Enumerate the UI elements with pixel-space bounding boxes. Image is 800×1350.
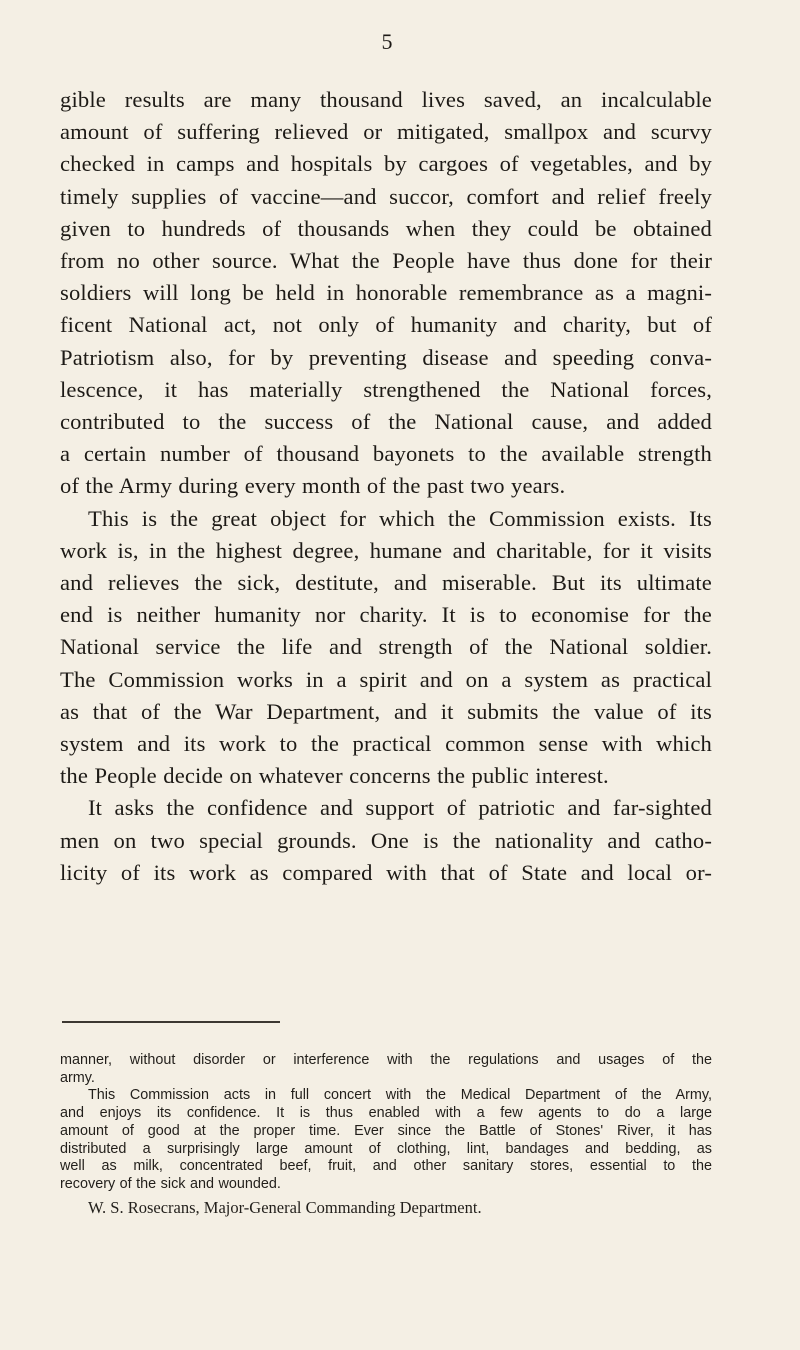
footnote-line: This Commission acts in full concert with the Medical Department of the Army, [88, 1087, 712, 1104]
footnote-divider [62, 1021, 280, 1023]
body-line: contributed to the success of the National cause, and added [60, 409, 712, 435]
main-text-block [60, 84, 712, 889]
footnote-line: well as milk, concentrated beef, fruit, and other sanitary stores, essential to the [60, 1158, 712, 1175]
body-line: end is neither humanity nor charity. It is to economise for the [60, 602, 712, 628]
body-line: National service the life and strength of the National soldier. [60, 634, 712, 660]
body-line: system and its work to the practical common sense with which [60, 731, 712, 757]
body-line: This is the great object for which the Commission exists. Its [88, 505, 712, 531]
body-line: It asks the confidence and support of patriotic and far-sighted [88, 795, 712, 821]
body-line: timely supplies of vaccine—and succor, comfort and relief freely [60, 183, 712, 209]
body-line: work is, in the highest degree, humane and charitable, for it visits [60, 537, 712, 563]
body-line: given to hundreds of thousands when they could be obtained [60, 215, 712, 241]
body-line: The Commission works in a spirit and on a system as practical [60, 666, 712, 692]
body-line: soldiers will long be held in honorable remembrance as a magni- [60, 280, 712, 306]
body-line: from no other source. What the People have thus done for their [60, 248, 712, 274]
body-line: and relieves the sick, destitute, and miserable. But its ultimate [60, 570, 712, 596]
signature-line: W. S. Rosecrans, Major-General Commanding Department. [88, 1197, 482, 1217]
footnote-line: distributed a surprisingly large amount of clothing, lint, bandages and bedding, as [60, 1140, 712, 1157]
body-line: of the Army during every month of the past two years. [60, 473, 566, 499]
body-line: as that of the War Department, and it submits the value of its [60, 698, 712, 724]
body-line: the People decide on whatever concerns the public interest. [60, 763, 609, 789]
footnote-line: and enjoys its confidence. It is thus enabled with a few agents to do a large [60, 1105, 712, 1122]
footnote-line: army. [60, 1069, 95, 1086]
body-line: men on two special grounds. One is the nationality and catho- [60, 827, 712, 853]
body-line: gible results are many thousand lives saved, an incalculable [60, 87, 712, 112]
body-line: Patriotism also, for by preventing disease and speeding conva- [60, 344, 712, 370]
footnote-line: recovery of the sick and wounded. [60, 1175, 281, 1192]
body-line: a certain number of thousand bayonets to the available strength [60, 441, 712, 467]
body-line: ficent National act, not only of humanity and charity, but of [60, 312, 712, 338]
footnote-line: amount of good at the proper time. Ever since the Battle of Stones' River, it has [60, 1122, 712, 1139]
body-line: amount of suffering relieved or mitigated, smallpox and scurvy [60, 119, 712, 145]
page-number: 5 [381, 29, 393, 54]
footnote-line: manner, without disorder or interference with the regulations and usages of the [60, 1052, 712, 1068]
footnote-block [60, 1052, 712, 1218]
body-line: checked in camps and hospitals by cargoes of vegetables, and by [60, 151, 712, 177]
body-line: licity of its work as compared with that of State and local or- [60, 859, 712, 885]
body-line: lescence, it has materially strengthened the National forces, [60, 376, 712, 402]
